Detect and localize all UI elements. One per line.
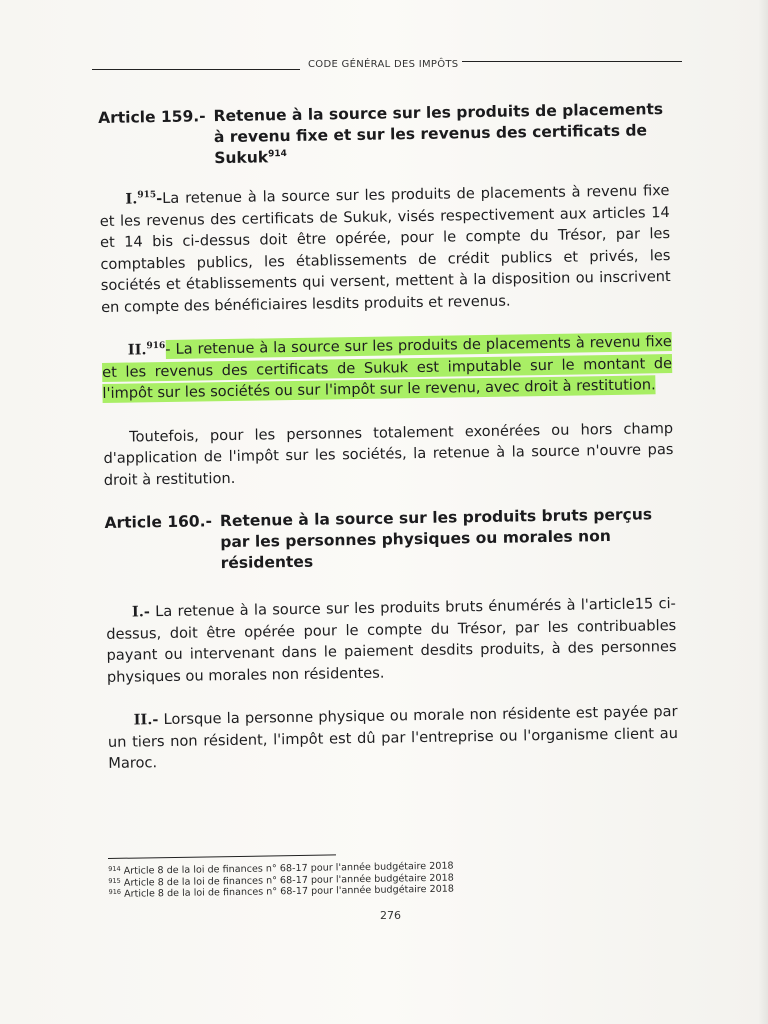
article-160-paragraph-1 [106, 593, 677, 688]
footnote-number: 915 [108, 876, 121, 885]
footnote-text: Article 8 de la loi de finances n° 68-17 pour l'année budgétaire 2018 [123, 883, 455, 900]
article-160-paragraph-2 [107, 701, 678, 774]
paragraph-text: La retenue à la source sur les produits bruts énumérés à l'article15 ci-dessus, doit être opérée pour le compte du Trésor, par les contribuables payant ou intervenant dans le paiement desdits produits, à des personnes physiques ou morales non résidentes. [106, 594, 677, 686]
article-159-title [213, 99, 668, 169]
paragraph-separator: - [165, 340, 171, 358]
article-160-heading [104, 504, 675, 576]
article-159-heading [98, 99, 669, 171]
paragraph-label: I. [125, 190, 138, 208]
header-title: CODE GÉNÉRAL DES IMPÔTS [308, 59, 459, 70]
footnote-text: Article 8 de la loi de finances n° 68-17 pour l'année budgétaire 2018 [123, 872, 454, 889]
page-number: 276 [380, 909, 401, 922]
article-159-paragraph-2 [102, 331, 673, 404]
header-rule-left [92, 69, 300, 70]
article-159-number: Article 159.- [98, 107, 206, 127]
paragraph-text: La retenue à la source sur les produits de placements à revenu fixe et les revenus des certificats de Sukuk, visés respectivement aux articles 14 et 14 bis ci-dessus doit être opérée, pour le compte du Trésor, par les comptables publics, les établissements de crédit publics et privés, les sociétés et établissements qui versent, mettent à la disposition ou inscrivent en compte des bénéficiaires lesdits produits et revenus. [99, 182, 671, 316]
paragraph-label: II.- [133, 711, 159, 729]
scan-shadow [758, 0, 768, 1024]
header-rule-right [462, 61, 682, 62]
paragraph-text: Lorsque la personne physique ou morale non résidente est payée par un tiers non résident, l'impôt est dû par l'entreprise ou l'organisme client au Maroc. [107, 702, 679, 772]
footnote-ref-916: 916 [146, 340, 166, 352]
article-160-number: Article 160.- [104, 512, 213, 532]
article-160-title: Retenue à la source sur les produits bruts perçus par les personnes physiques ou morales non résidentes [219, 505, 653, 573]
footnote-rule [108, 854, 336, 859]
paragraph-text: La retenue à la source sur les produits de placements à revenu fixe et les revenus des certificats de Sukuk est imputable sur le montant de l'impôt sur les sociétés ou sur l'impôt sur le revenu, avec droit à restitution. [102, 333, 673, 402]
article-159-paragraph-1 [99, 180, 671, 318]
article-159-paragraph-3: Toutefois, pour les personnes totalement exonérées ou hors champ d'application de l'impôt sur les sociétés, la retenue à la source n'ouvre pas droit à restitution. [103, 419, 674, 489]
footnote-text: Article 8 de la loi de finances n° 68-17 pour l'année budgétaire 2018 [123, 860, 454, 877]
highlighted-passage [102, 332, 672, 403]
article-159-title-text: Retenue à la source sur les produits de placements à revenu fixe et sur les revenus des certificats de Sukuk [213, 100, 664, 168]
footnote-number: 916 [108, 887, 122, 896]
running-header [92, 56, 682, 76]
footnote-ref-914: 914 [267, 149, 287, 160]
footnote-ref-915: 915 [137, 190, 157, 201]
footnotes [108, 852, 489, 900]
footnote-number: 914 [108, 864, 121, 873]
paragraph-label: II. [127, 341, 147, 359]
paragraph-separator: - [156, 190, 163, 208]
page-content [98, 99, 678, 774]
paragraph-label: I.- [131, 603, 151, 621]
